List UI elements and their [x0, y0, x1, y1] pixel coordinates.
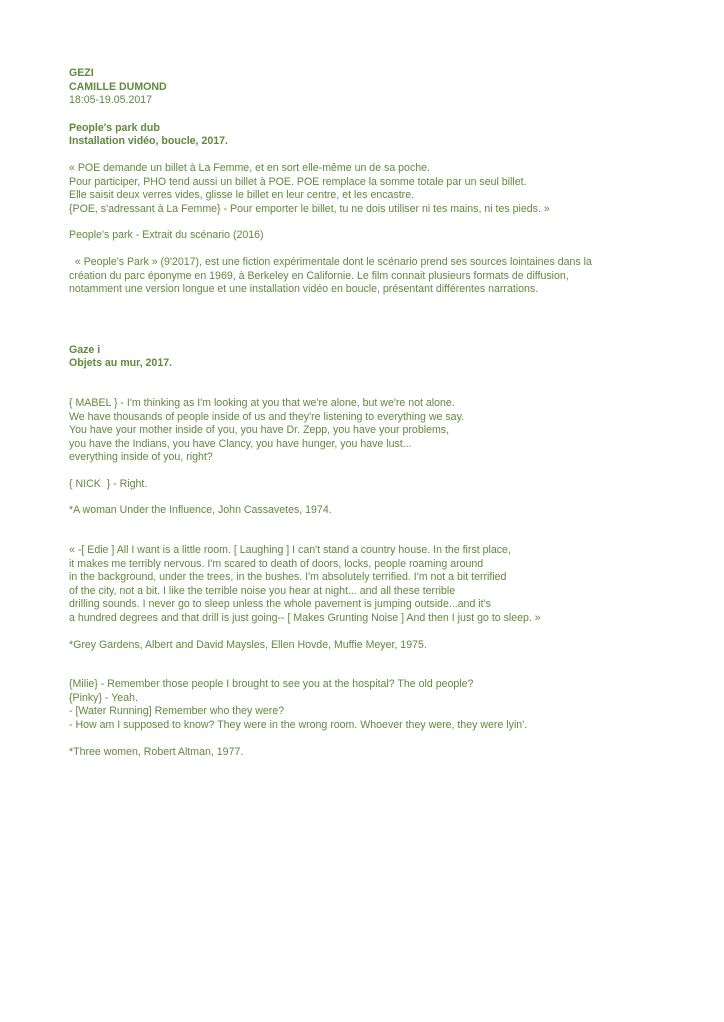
description-line: notamment une version longue et une installation vidéo en boucle, présentant différentes narrations.: [69, 283, 539, 296]
quote-line: - [Water Running] Remember who they were?: [69, 705, 285, 718]
quote-line: « POE demande un billet à La Femme, et en sort elle-même un de sa poche.: [69, 161, 430, 174]
work1-caption: People's park - Extrait du scénario (2016): [69, 229, 264, 242]
work2-quote2: [69, 544, 709, 626]
quote-line: you have the Indians, you have Clancy, you have hunger, you have lust...: [69, 437, 412, 450]
work2-source2: *Grey Gardens, Albert and David Maysles, Ellen Hovde, Muffie Meyer, 1975.: [69, 638, 427, 651]
work1-medium: Installation vidéo, boucle, 2017.: [69, 135, 228, 148]
work1-quote: [69, 162, 709, 216]
quote-line: Elle saisit deux verres vides, glisse le billet en leur centre, et les encastre.: [69, 189, 415, 202]
work2-title: Gaze i: [69, 343, 101, 356]
quote-line: in the background, under the trees, in the bushes. I'm absolutely terrified. I'm not a bit terrified: [69, 571, 507, 584]
quote-line: We have thousands of people inside of us and they're listening to everything we say.: [69, 410, 465, 423]
quote-line: drilling sounds. I never go to sleep unless the whole pavement is jumping outside...and it's: [69, 598, 491, 611]
quote-line: - How am I supposed to know? They were in the wrong room. Whoever they were, they were lyin'.: [69, 719, 528, 731]
work2-medium: Objets au mur, 2017.: [69, 357, 173, 370]
quote-line: Pour participer, PHO tend aussi un billet à POE. POE remplace la somme totale par un seul billet.: [69, 175, 527, 188]
description-line: création du parc éponyme en 1969, à Berkeley en Californie. Le film connait plusieurs formats de diffusion,: [69, 269, 569, 282]
quote-line: everything inside of you, right?: [69, 451, 213, 464]
quote-line: {POE, s'adressant à La Femme} - Pour emporter le billet, tu ne dois utiliser ni tes mains, ni tes pieds. »: [69, 202, 550, 215]
exhibition-dates: 18:05-19.05.2017: [69, 94, 153, 107]
document-page: [69, 67, 709, 759]
work1-description: [69, 256, 709, 297]
quote-line: { MABEL } - I'm thinking as I'm looking at you that we're alone, but we're not alone.: [69, 396, 455, 409]
quote-line: a hundred degrees and that drill is just going-- [ Makes Grunting Noise ] And then I just go to sleep. »: [69, 612, 541, 625]
work1-title: People's park dub: [69, 121, 160, 134]
quote-line: {Milie} - Remember those people I brought to see you at the hospital? The old people?: [69, 678, 474, 691]
work2-quote3: [69, 678, 709, 732]
quote-line: of the city, not a bit. I like the terrible noise you hear at night... and all these terrible: [69, 584, 456, 597]
quote-line: {Pinky} - Yeah.: [69, 691, 138, 704]
work2-source3: *Three women, Robert Altman, 1977.: [69, 745, 244, 758]
artist-name: CAMILLE DUMOND: [69, 80, 167, 93]
work2-source1: *A woman Under the Influence, John Cassavetes, 1974.: [69, 504, 332, 517]
work2-quote1: [69, 397, 709, 465]
quote-line: it makes me terribly nervous. I'm scared to death of doors, locks, people roaming around: [69, 557, 484, 570]
description-line: « People's Park » (9'2017), est une fiction expérimentale dont le scénario prend ses sources lointaines dans la: [69, 255, 592, 268]
work2-quote1-reply: { NICK } - Right.: [69, 477, 148, 490]
quote-line: « -[ Edie ] All I want is a little room. [ Laughing ] I can't stand a country house. In the first place,: [69, 544, 511, 557]
quote-line: You have your mother inside of you, you have Dr. Zepp, you have your problems,: [69, 424, 450, 437]
exhibition-title: GEZI: [69, 67, 94, 79]
